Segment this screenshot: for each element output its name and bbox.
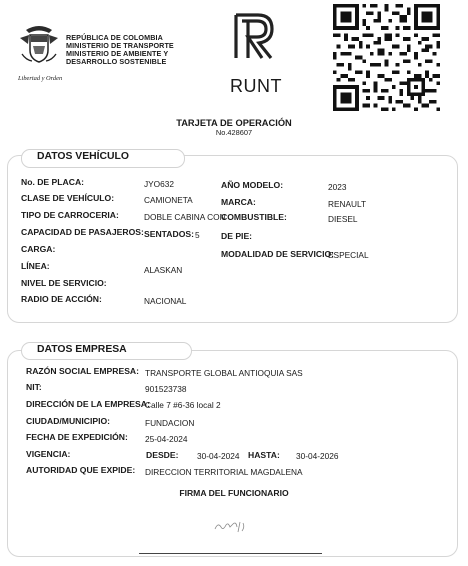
city-value: FUNDACION [145,418,195,428]
service-mode-value: ESPECIAL [328,250,369,260]
valid-until-label: HASTA: [248,450,280,460]
republic-line: MINISTERIO DE AMBIENTE Y [66,49,169,58]
republic-line: DESARROLLO SOSTENIBLE [66,57,167,66]
vehicle-section-title: DATOS VEHÍCULO [37,151,129,162]
company-name-value: TRANSPORTE GLOBAL ANTIOQUIA SAS [145,368,303,378]
plate-value: JYO632 [144,179,174,189]
company-section-title: DATOS EMPRESA [37,344,127,355]
issue-date-value: 25-04-2024 [145,434,188,444]
standing-label: DE PIE: [221,231,253,241]
make-label: MARCA: [221,197,256,207]
signature-mark-icon [212,518,252,536]
nit-label: NIT: [26,382,42,392]
company-address-value: Calle 7 #6-36 local 2 [145,400,221,410]
runt-logo [228,12,282,78]
company-address-label: DIRECCIÓN DE LA EMPRESA: [26,399,150,409]
runt-logo-icon [228,12,282,78]
model-year-label: AÑO MODELO: [221,180,284,190]
body-type-label: TIPO DE CARROCERIA: [21,210,119,220]
cargo-label: CARGA: [21,244,56,254]
signature-line [139,553,322,554]
qr-code-icon [333,4,440,111]
document-title: TARJETA DE OPERACIÓN [176,118,292,128]
qr-code [333,4,440,111]
valid-until-value: 30-04-2026 [296,451,339,461]
company-name-label: RAZÓN SOCIAL EMPRESA: [26,366,139,376]
signature [212,518,252,536]
passenger-capacity-label: CAPACIDAD DE PASAJEROS: [21,227,144,237]
valid-from-value: 30-04-2024 [197,451,240,461]
nit-value: 901523738 [145,384,187,394]
republic-line: REPÚBLICA DE COLOMBIA [66,33,163,42]
coat-of-arms-icon [16,24,62,76]
city-label: CIUDAD/MUNICIPIO: [26,416,111,426]
coat-of-arms-emblem [16,24,62,76]
republic-line: MINISTERIO DE TRANSPORTE [66,41,174,50]
range-value: NACIONAL [144,296,187,306]
range-label: RADIO DE ACCIÓN: [21,294,102,304]
service-mode-label: MODALIDAD DE SERVICIO: [221,249,334,259]
runt-wordmark: RUNT [230,76,282,96]
fuel-value: DIESEL [328,214,358,224]
plate-label: No. DE PLACA: [21,177,85,187]
signature-label: FIRMA DEL FUNCIONARIO [179,488,289,498]
issuing-authority-label: AUTORIDAD QUE EXPIDE: [26,465,136,475]
seated-label: SENTADOS: [144,229,194,239]
body-type-value: DOBLE CABINA CON [144,212,226,222]
motto: Libertad y Orden [18,75,63,82]
line-value: ALASKAN [144,265,183,275]
document-number: No.428607 [215,128,253,137]
valid-from-label: DESDE: [146,450,179,460]
class-value: CAMIONETA [144,195,193,205]
seated-value: 5 [195,230,200,240]
issue-date-label: FECHA DE EXPEDICIÓN: [26,432,128,442]
line-label: LÍNEA: [21,261,50,271]
model-year-value: 2023 [328,182,347,192]
republic-header [66,34,174,66]
class-label: CLASE DE VEHÍCULO: [21,193,115,203]
fuel-label: COMBUSTIBLE: [221,212,287,222]
service-level-label: NIVEL DE SERVICIO: [21,278,107,288]
validity-label: VIGENCIA: [26,449,71,459]
make-value: RENAULT [328,199,367,209]
issuing-authority-value: DIRECCION TERRITORIAL MAGDALENA [145,467,303,477]
